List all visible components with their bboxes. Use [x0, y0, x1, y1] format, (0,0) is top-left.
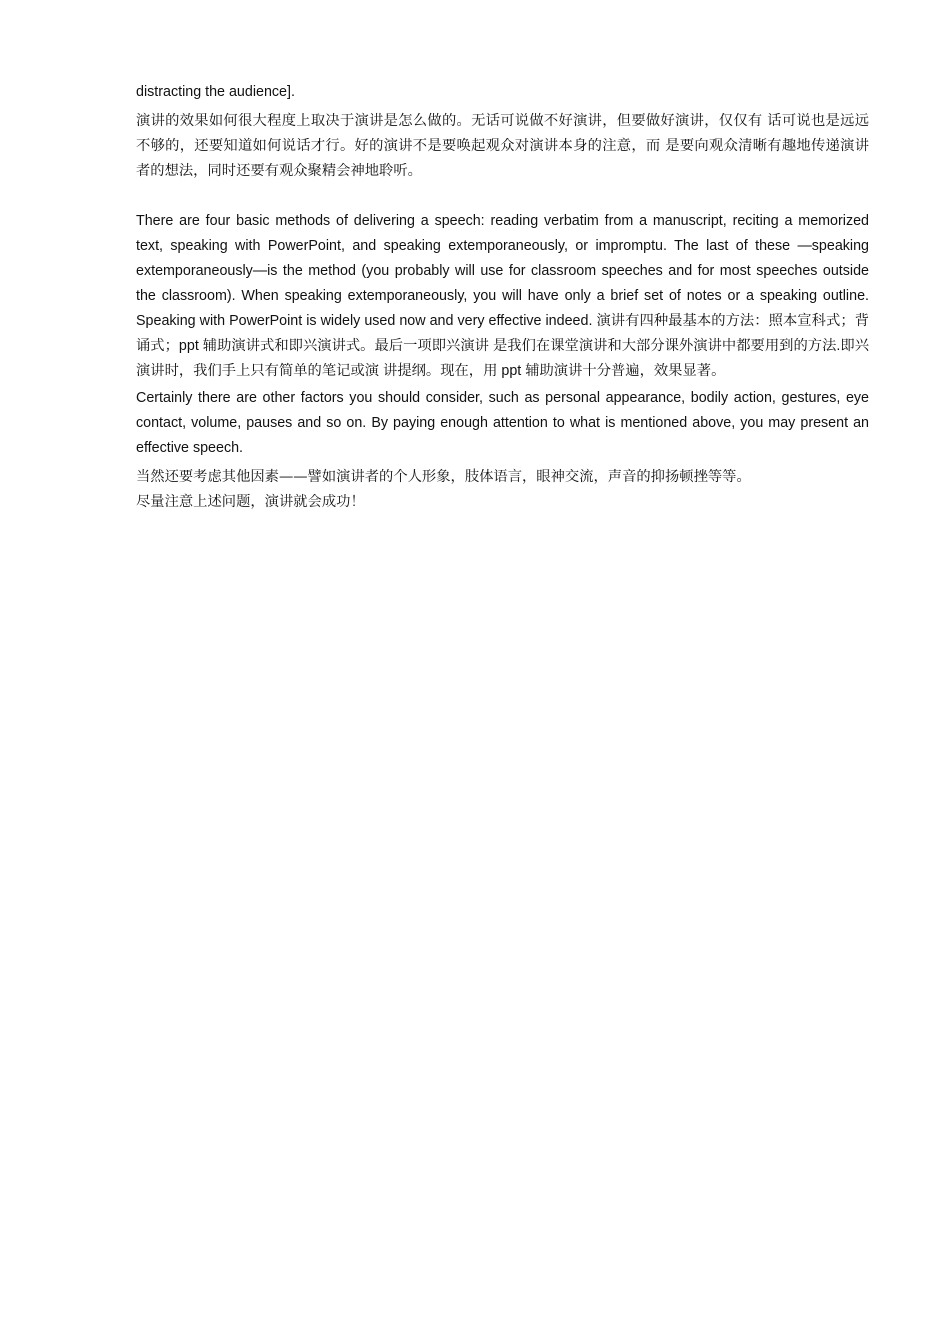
paragraph-delivery-methods: There are four basic methods of delivering a speech: reading verbatim from a manuscript, reciting a memorized text, speaking with PowerPoint, and speaking extemporaneously, or impromptu. The last of these —speaking extemporaneously—is the method (you probably will use for classroom speeches and for most speeches outside the classroom). When speaking extemporaneously, you will have only a brief set of notes or a speaking outline. Speaking with PowerPoint is widely used now and very effective indeed. 演讲有四种最基本的方法：照本宣科式；背诵式；ppt 辅助演讲式和即兴演讲式。最后一项即兴演讲 是我们在课堂演讲和大部分课外演讲中都要用到的方法.即兴演讲时，我们手上只有简单的笔记或演 讲提纲。现在，用 ppt 辅助演讲十分普遍，效果显著。: [136, 213, 869, 379]
paragraph-other-factors: Certainly there are other factors you should consider, such as personal appearance, bodily action, gestures, eye contact, volume, pauses and so on. By paying enough attention to what is mentioned above, you may present an effective speech.: [136, 390, 869, 456]
paragraph-other-factors-zh: 当然还要考虑其他因素——譬如演讲者的个人形象，肢体语言，眼神交流，声音的抑扬顿挫等等。: [136, 469, 751, 485]
document-page: [136, 80, 869, 515]
paragraph-closing-fragment: distracting the audience].: [136, 84, 295, 100]
paragraph-speech-effect-zh: 演讲的效果如何很大程度上取决于演讲是怎么做的。无话可说做不好演讲，但要做好演讲，仅仅有 话可说也是远远不够的，还要知道如何说话才行。好的演讲不是要唤起观众对演讲本身的注意，而 是要向观众清晰有趣地传递演讲者的想法，同时还要有观众聚精会神地聆听。: [136, 113, 869, 179]
paragraph-conclusion-zh: 尽量注意上述问题，演讲就会成功！: [136, 494, 365, 510]
